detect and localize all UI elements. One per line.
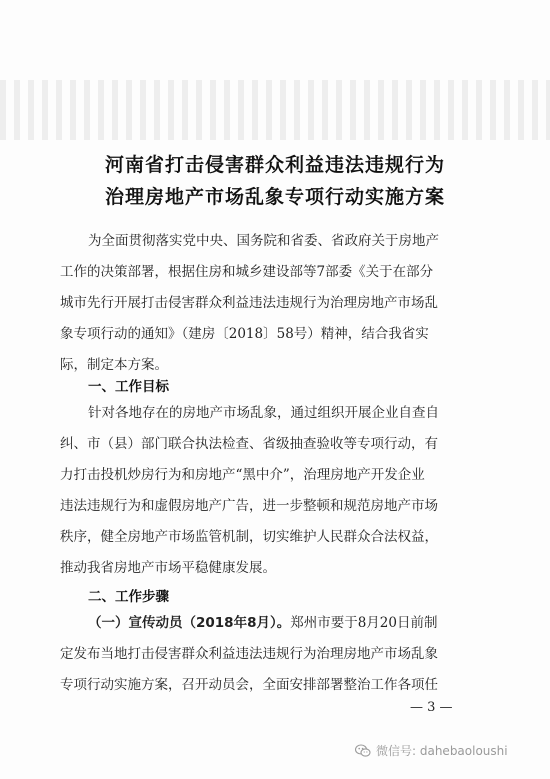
goals-line: 纠、市（县）部门联合执法检查、省级抽查验收等专项行动，有 [60, 436, 438, 452]
section-heading-goals: 一、工作目标 [88, 379, 169, 395]
intro-paragraph [60, 226, 500, 381]
goals-line: 推动我省房地产市场平稳健康发展。 [60, 560, 276, 576]
watermark-text: 微信号: dahebaoloushi [376, 744, 508, 758]
step-1-label: （一）宣传动员（2018年8月）。 [88, 615, 291, 631]
steps-paragraph [60, 608, 500, 701]
step-1-line: 定发布当地打击侵害群众利益违法违规行为治理房地产市场乱象 [60, 646, 438, 662]
intro-line: 城市先行开展打击侵害群众利益违法违规行为治理房地产市场乱 [60, 295, 438, 311]
step-1-first-text: 郑州市要于8月20日前制 [290, 615, 438, 631]
goals-line: 针对各地存在的房地产市场乱象，通过组织开展企业自查自 [88, 405, 439, 421]
section-heading-steps: 二、工作步骤 [88, 589, 169, 605]
intro-line: 为全面贯彻落实党中央、国务院和省委、省政府关于房地产 [88, 233, 439, 249]
document-title-line-2: 治理房地产市场乱象专项行动实施方案 [104, 186, 445, 208]
bleed-through-shadow [0, 80, 550, 140]
wechat-watermark [355, 742, 508, 759]
step-1-first-line [60, 608, 500, 639]
goals-line: 秩序，健全房地产市场监管机制，切实维护人民群众合法权益， [60, 529, 438, 545]
goals-paragraph [60, 398, 500, 584]
goals-line: 违法违规行为和虚假房地产广告，进一步整顿和规范房地产市场 [60, 498, 438, 514]
intro-line: 工作的决策部署，根据住房和城乡建设部等7部委《关于在部分 [60, 264, 434, 280]
goals-line: 力打击投机炒房行为和房地产“黑中介”，治理房地产开发企业 [60, 467, 425, 483]
document-title-line-1: 河南省打击侵害群众利益违法违规行为 [104, 154, 445, 176]
page-number: — 3 — [410, 700, 453, 715]
wechat-icon [355, 744, 371, 758]
intro-line: 际，制定本方案。 [60, 357, 168, 373]
intro-line: 象专项行动的通知》（建房〔2018〕58号）精神，结合我省实 [60, 326, 429, 342]
step-1-line: 专项行动实施方案，召开动员会，全面安排部署整治工作各项任 [60, 677, 438, 693]
